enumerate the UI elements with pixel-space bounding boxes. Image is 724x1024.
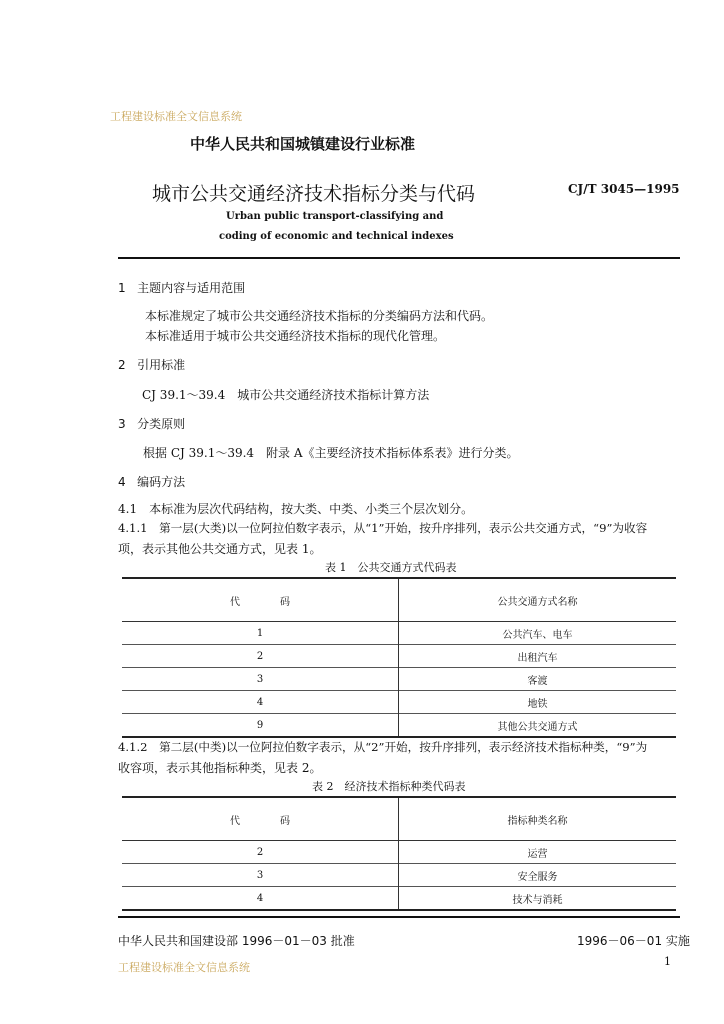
standard-code: CJ/T 3045—1995 <box>568 182 680 196</box>
page-number: 1 <box>664 955 671 968</box>
header-rule <box>118 257 680 259</box>
name-cell: 运营 <box>527 848 548 860</box>
code-cell: 1 <box>122 622 399 645</box>
table2-caption: 表 2 经济技术指标种类代码表 <box>312 780 466 793</box>
section-2-p1: CJ 39.1～39.4 城市公共交通经济技术指标计算方法 <box>142 388 430 402</box>
table-row <box>122 645 676 668</box>
table-2 <box>122 796 676 911</box>
section-3-p1: 根据 CJ 39.1～39.4 附录 A《主要经济技术指标体系表》进行分类。 <box>143 446 519 460</box>
code-cell: 9 <box>122 714 399 738</box>
section-4-heading: 4 编码方法 <box>118 475 186 489</box>
name-cell: 安全服务 <box>517 871 558 883</box>
section-4-1-2a: 4.1.2 第二层(中类)以一位阿拉伯数字表示，从“2”开始，按升序排列，表示经济技术指标种类，“9”为 <box>118 740 648 754</box>
section-2-heading: 2 引用标准 <box>118 358 186 372</box>
section-1-p1: 本标准规定了城市公共交通经济技术指标的分类编码方法和代码。 <box>145 309 494 323</box>
table1-caption: 表 1 公共交通方式代码表 <box>325 561 457 574</box>
code-cell: 2 <box>122 645 399 668</box>
footer-rule <box>118 916 680 918</box>
name-cell: 公共汽车、电车 <box>502 629 573 641</box>
watermark-top: 工程建设标准全文信息系统 <box>110 110 242 123</box>
table-row <box>122 887 676 911</box>
name-cell: 技术与消耗 <box>512 894 563 906</box>
english-title-1: Urban public transport-classifying and <box>226 211 444 222</box>
table-row <box>122 668 676 691</box>
code-cell: 3 <box>122 864 399 887</box>
code-cell: 3 <box>122 668 399 691</box>
section-4-1-2b: 收容项，表示其他指标种类，见表 2。 <box>118 761 322 775</box>
code-cell: 4 <box>122 887 399 911</box>
section-4-1-1a: 4.1.1 第一层(大类)以一位阿拉伯数字表示，从“1”开始，按升序排列，表示公共交通方式，“9”为收容 <box>118 521 648 535</box>
name-cell: 其他公共交通方式 <box>497 721 578 733</box>
watermark-bottom: 工程建设标准全文信息系统 <box>118 961 250 974</box>
section-4-1: 4.1 本标准为层次代码结构，按大类、中类、小类三个层次划分。 <box>118 502 474 516</box>
table-row <box>122 864 676 887</box>
table2-col1-header: 代 码 <box>122 797 399 841</box>
doc-title: 城市公共交通经济技术指标分类与代码 <box>152 183 476 205</box>
table-1 <box>122 577 676 738</box>
name-cell: 出租汽车 <box>517 652 558 664</box>
section-4-1-1b: 项，表示其他公共交通方式，见表 1。 <box>118 542 322 556</box>
table1-col2-header: 公共交通方式名称 <box>497 596 578 608</box>
section-1-p2: 本标准适用于城市公共交通经济技术指标的现代化管理。 <box>145 329 446 343</box>
table-row <box>122 622 676 645</box>
code-cell: 4 <box>122 691 399 714</box>
table-row <box>122 691 676 714</box>
issuer: 中华人民共和国城镇建设行业标准 <box>190 135 416 153</box>
english-title-2: coding of economic and technical indexes <box>219 231 454 242</box>
approval-text: 中华人民共和国建设部 1996－01－03 批准 <box>118 934 355 948</box>
name-cell: 地铁 <box>527 698 548 710</box>
section-1-heading: 1 主题内容与适用范围 <box>118 281 246 295</box>
implementation-date: 1996－06－01 实施 <box>577 934 690 948</box>
table-row <box>122 714 676 738</box>
table2-col2-header: 指标种类名称 <box>507 815 568 827</box>
code-cell: 2 <box>122 841 399 864</box>
section-3-heading: 3 分类原则 <box>118 417 186 431</box>
name-cell: 客渡 <box>527 675 548 687</box>
table-row <box>122 841 676 864</box>
table1-col1-header: 代 码 <box>122 578 399 622</box>
